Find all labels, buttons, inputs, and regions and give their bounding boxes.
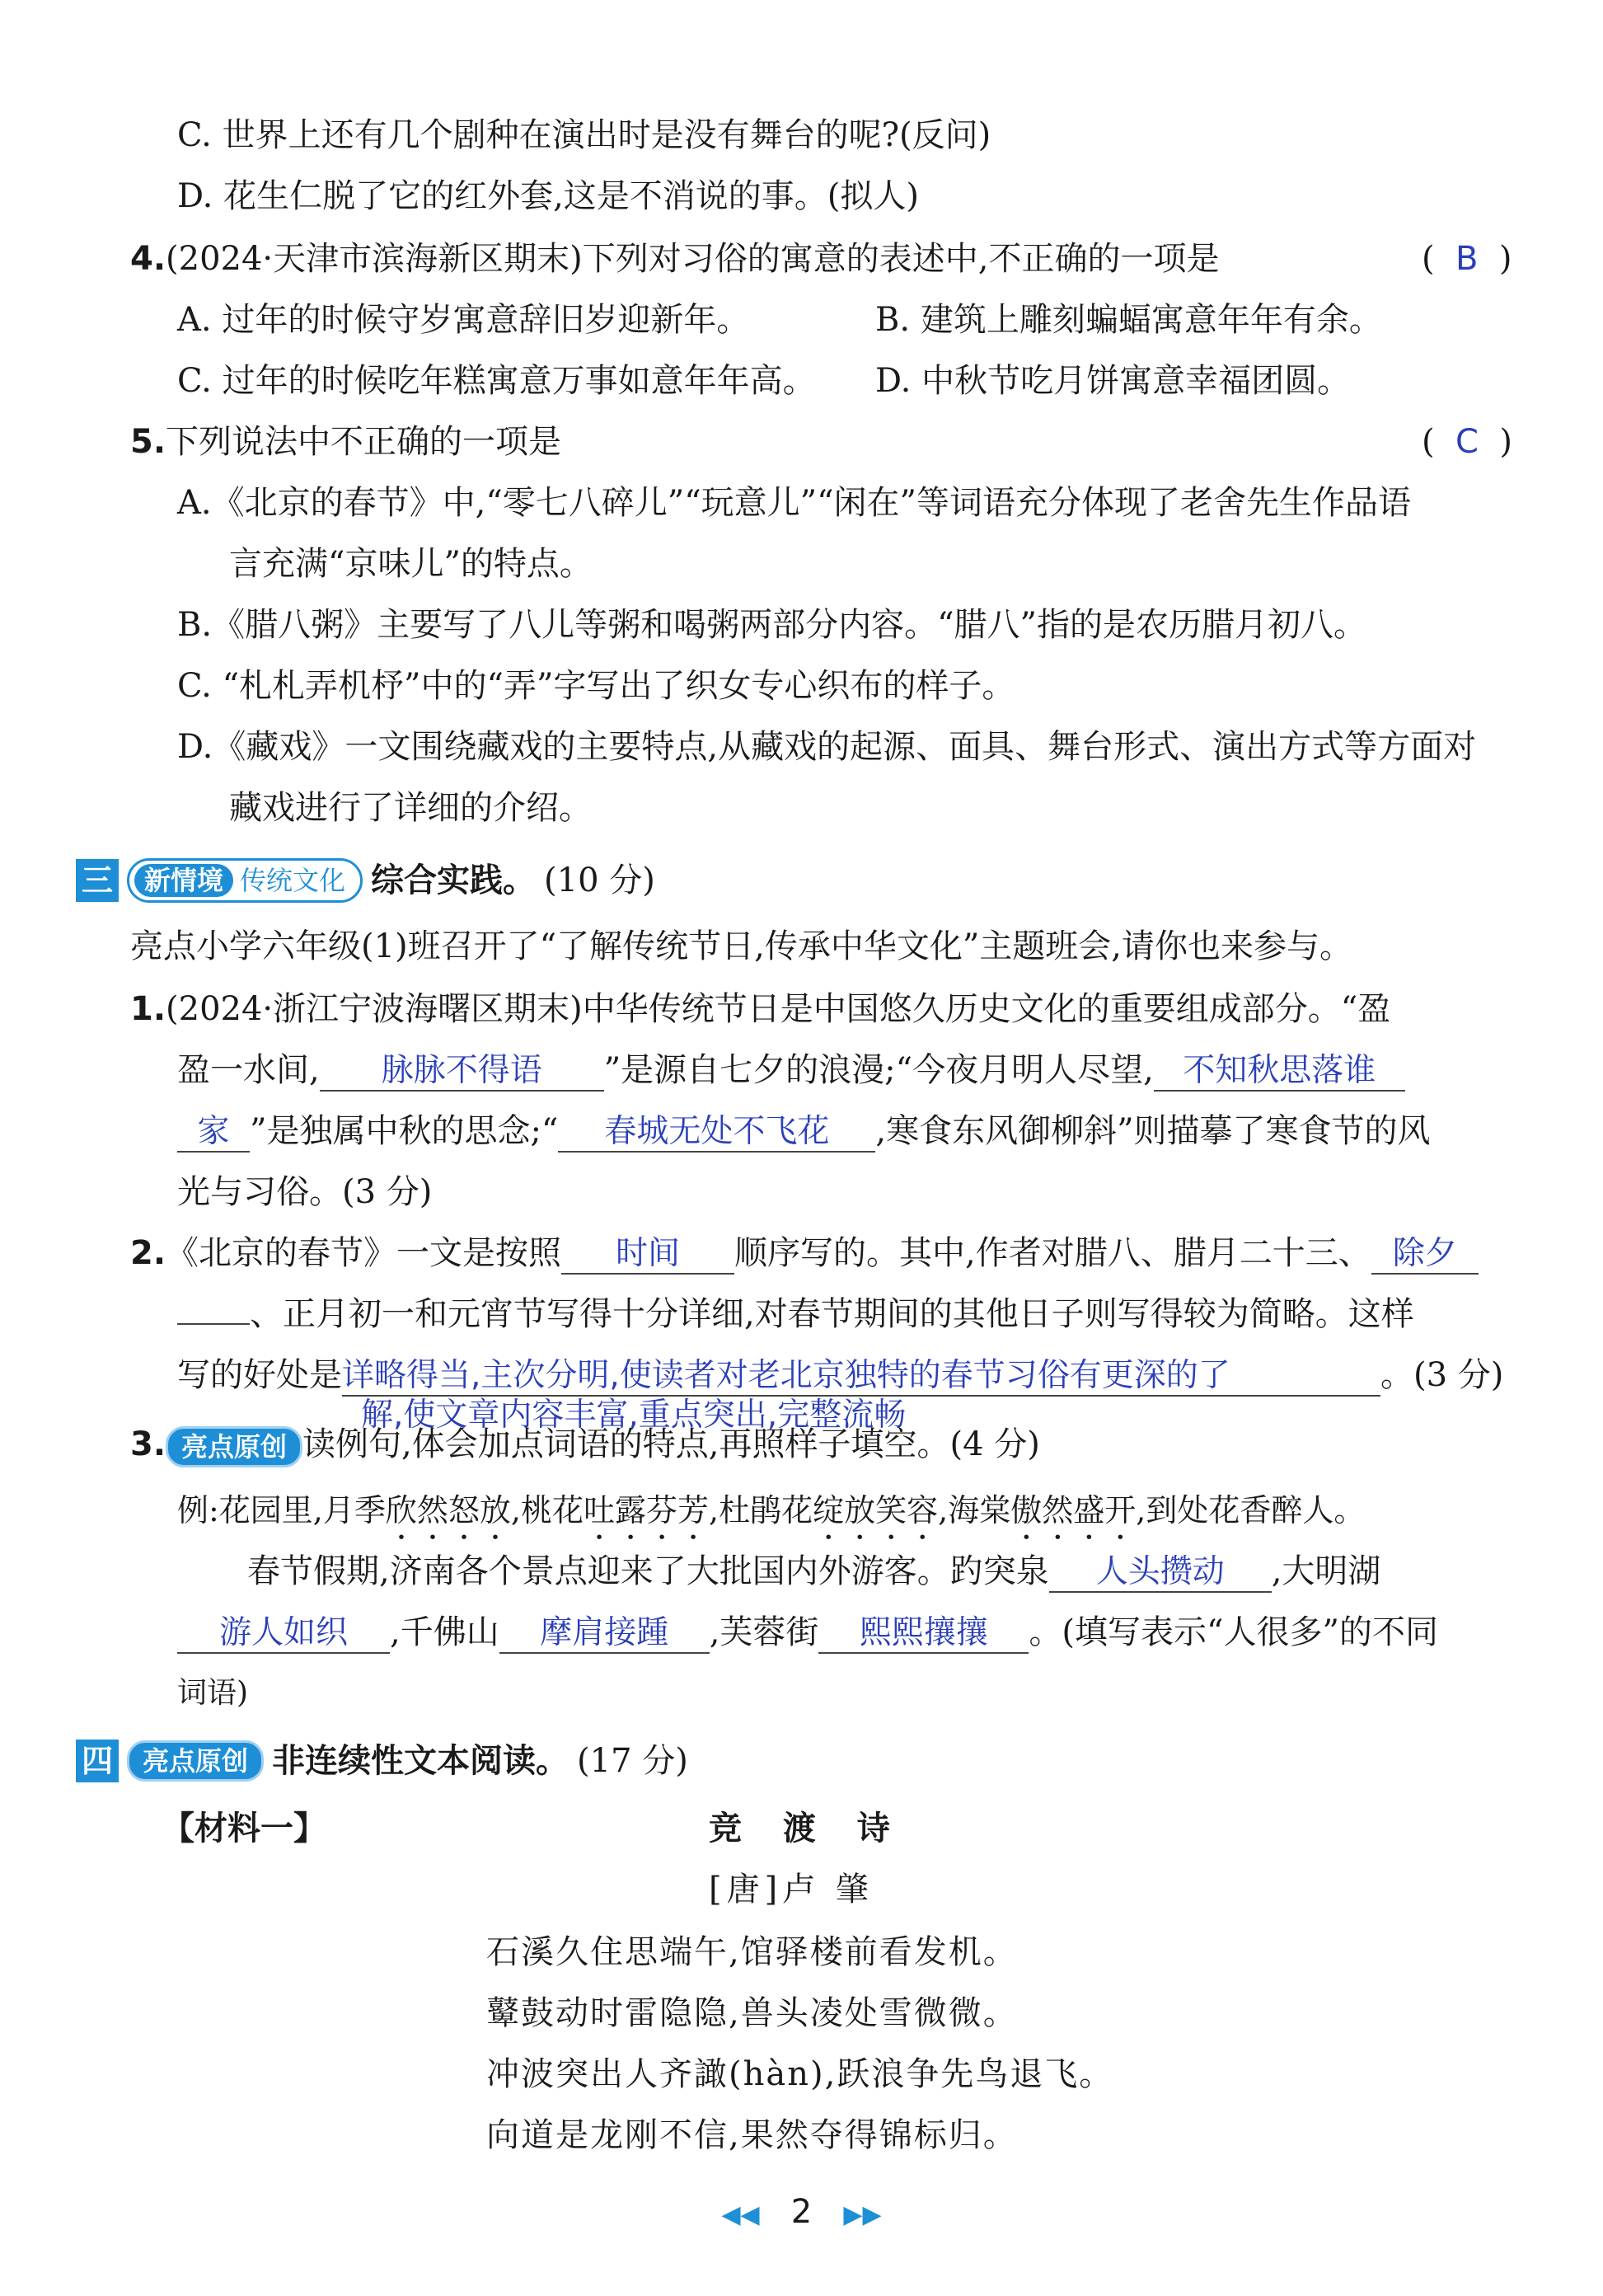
answer-blank[interactable]: 摩肩接踵 — [499, 1614, 710, 1654]
section-3-intro: 亮点小学六年级(1)班召开了“了解传统节日,传承中华文化”主题班会,请你也来参与。 — [130, 927, 1352, 965]
option-d: D. 中秋节吃月饼寓意幸福团圆。 — [875, 362, 1351, 400]
poem-title: 竞 渡 诗 — [709, 1810, 905, 1848]
text: ,千佛山 — [390, 1613, 499, 1651]
option-c: C. 世界上还有几个剧种在演出时是没有舞台的呢?(反问) — [177, 116, 991, 154]
text: ,大明湖 — [1271, 1552, 1381, 1590]
section-3-header — [76, 857, 655, 904]
section-title: 非连续性文本阅读。 — [272, 1742, 569, 1780]
fill-line2 — [177, 1609, 1438, 1655]
option-c: C. 过年的时候吃年糕寓意万事如意年年高。 — [177, 362, 816, 400]
option-a-line2: 言充满“京味儿”的特点。 — [229, 545, 593, 583]
sub-question-1-line2 — [177, 1047, 1405, 1093]
text: 写的好处是 — [177, 1356, 342, 1394]
sub-question-2-line2 — [177, 1291, 1414, 1337]
answer-blank[interactable]: 人头攒动 — [1049, 1553, 1272, 1593]
option-c: C. “札札弄机杼”中的“弄”字写出了织女专心织布的样子。 — [177, 667, 1015, 705]
sub-question-2-line3 — [177, 1352, 1503, 1398]
answer-bracket: ( B ) — [1422, 240, 1512, 278]
text: 春节假期,济南各个景点迎来了大批国内外游客。趵突泉 — [247, 1552, 1049, 1590]
question-text: (2024·浙江宁波海曙区期末)中华传统节日是中国悠久历史文化的重要组成部分。“盈 — [166, 990, 1391, 1028]
dotted-word: 吐露芬芳 — [584, 1492, 710, 1528]
poem-author: [唐]卢 肇 — [709, 1871, 874, 1909]
question-text: 下列说法中不正确的一项是 — [166, 423, 562, 461]
question-number: 3. — [130, 1425, 166, 1463]
text: ,桃花 — [510, 1492, 584, 1528]
answer-choice: B — [1455, 240, 1479, 278]
question-number: 2. — [130, 1234, 166, 1272]
answer-blank[interactable]: 时间 — [561, 1235, 734, 1275]
question-number: 4. — [130, 240, 166, 278]
answer-blank[interactable]: 游人如织 — [177, 1614, 390, 1654]
option-b: B. 建筑上雕刻蝙蝠寓意年年有余。 — [875, 301, 1382, 339]
option-d-line2: 藏戏进行了详细的介绍。 — [229, 789, 592, 827]
option-a: A. 过年的时候守岁寓意辞旧岁迎新年。 — [177, 301, 750, 339]
text: ,杜鹃花 — [709, 1492, 813, 1528]
section-number: 三 — [76, 859, 119, 902]
original-badge: 亮点原创 — [166, 1426, 302, 1467]
option-d-line1: D.《藏戏》一文围绕藏戏的主要特点,从藏戏的起源、面具、舞台形式、演出方式等方面对 — [177, 728, 1477, 766]
question-number: 5. — [130, 423, 166, 461]
sub-question-1-line3 — [177, 1108, 1431, 1154]
dotted-word: 欣然怒放 — [385, 1492, 511, 1528]
sub-question-1-line1 — [130, 986, 1390, 1032]
poem-line: 鼙鼓动时雷隐隐,兽头凌处雪微微。 — [486, 1994, 1018, 2032]
section-4-header — [76, 1738, 688, 1784]
text: 顺序写的。其中,作者对腊八、腊月二十三、 — [734, 1234, 1371, 1272]
example-sentence — [177, 1487, 1365, 1547]
dotted-word: 绽放笑容 — [813, 1492, 939, 1528]
text: ,到处花香醉人。 — [1136, 1492, 1366, 1528]
sub-question-3-stem — [130, 1421, 1040, 1467]
text: ”是独属中秋的思念;“ — [250, 1112, 559, 1150]
fill-line1 — [247, 1548, 1380, 1594]
dotted-word: 傲然盛开 — [1010, 1492, 1137, 1528]
section-tag — [127, 858, 363, 903]
text: 。(3 分) — [1380, 1356, 1504, 1394]
text: ”是源自七夕的浪漫;“今夜月明人尽望, — [603, 1051, 1154, 1089]
question-4-stem — [130, 236, 1219, 282]
option-b: B.《腊八粥》主要写了八儿等粥和喝粥两部分内容。“腊八”指的是农历腊月初八。 — [177, 606, 1367, 644]
poem-line: 冲波突出人齐譀(hàn),跃浪争先鸟退飞。 — [486, 2055, 1114, 2093]
page-footer — [0, 2193, 1603, 2231]
answer-blank[interactable]: 详略得当,主次分明,使读者对老北京独特的春节习俗有更深的了 — [342, 1357, 1380, 1397]
question-text: 读例句,体会加点词语的特点,再照样子填空。(4 分) — [302, 1425, 1040, 1463]
answer-bracket: ( C ) — [1422, 423, 1513, 461]
text: 例:花园里,月季 — [177, 1492, 386, 1528]
text: 。(填写表示“人很多”的不同 — [1029, 1613, 1438, 1651]
answer-continuation: 解,使文章内容丰富,重点突出,完整流畅 — [361, 1397, 907, 1434]
answer-choice: C — [1455, 423, 1479, 461]
question-5-stem — [130, 419, 561, 465]
question-text: (2024·天津市滨海新区期末)下列对习俗的寓意的表述中,不正确的一项是 — [166, 240, 1220, 278]
text: 、正月初一和元宵节写得十分详细,对春节期间的其他日子则写得较为简略。这样 — [250, 1295, 1414, 1333]
prev-arrows-icon: ◀◀ — [721, 2200, 760, 2229]
text: ,芙蓉街 — [709, 1613, 819, 1651]
material-label: 【材料一】 — [162, 1810, 326, 1848]
text: 盈一水间, — [177, 1051, 320, 1089]
next-arrows-icon: ▶▶ — [843, 2200, 882, 2229]
section-score: (17 分) — [577, 1742, 688, 1780]
sub-question-1-line4: 光与习俗。(3 分) — [177, 1173, 433, 1211]
original-badge: 亮点原创 — [127, 1740, 264, 1782]
text: ,海棠 — [938, 1492, 1011, 1528]
text: 《北京的春节》一文是按照 — [166, 1234, 562, 1272]
tag-sub: 传统文化 — [240, 865, 346, 896]
sub-question-2-line1 — [130, 1230, 1479, 1276]
poem-line: 石溪久住思端午,馆驿楼前看发机。 — [486, 1933, 1018, 1971]
answer-blank[interactable]: 脉脉不得语 — [320, 1052, 604, 1092]
answer-blank-continuation — [177, 1323, 250, 1325]
option-d: D. 花生仁脱了它的红外套,这是不消说的事。(拟人) — [177, 177, 919, 215]
section-score: (10 分) — [544, 862, 655, 899]
answer-blank[interactable]: 除夕 — [1371, 1235, 1479, 1275]
poem-line: 向道是龙刚不信,果然夺得锦标归。 — [486, 2116, 1018, 2154]
answer-blank[interactable]: 不知秋思落谁 — [1154, 1052, 1405, 1092]
fill-line3: 词语) — [177, 1676, 249, 1710]
answer-blank[interactable]: 家 — [177, 1113, 250, 1153]
section-number: 四 — [76, 1740, 119, 1782]
answer-blank[interactable]: 春城无处不飞花 — [558, 1113, 875, 1153]
question-number: 1. — [130, 990, 166, 1028]
page-number: 2 — [790, 2193, 813, 2231]
tag-main: 新情境 — [134, 864, 233, 897]
section-title: 综合实践。 — [371, 862, 537, 899]
option-a-line1: A.《北京的春节》中,“零七八碎儿”“玩意儿”“闲在”等词语充分体现了老舍先生作品语 — [177, 484, 1412, 522]
answer-blank[interactable]: 熙熙攘攘 — [818, 1614, 1029, 1654]
text: ,寒食东风御柳斜”则描摹了寒食节的风 — [875, 1112, 1431, 1150]
